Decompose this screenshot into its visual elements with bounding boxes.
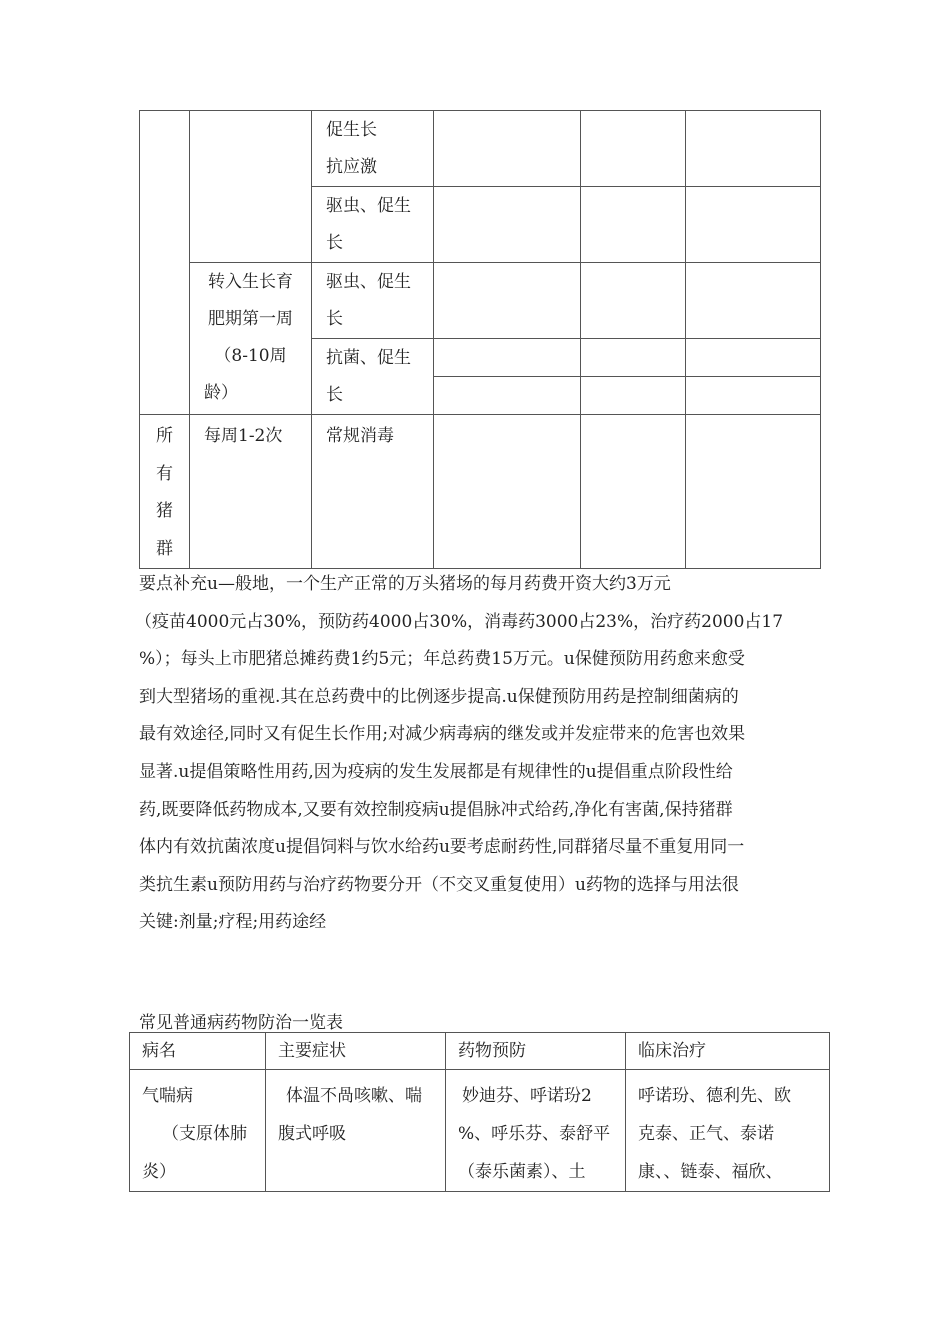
group-cell: 所 有 猪 群	[140, 415, 190, 569]
group-cell-empty	[140, 111, 190, 415]
symptom-cell: 体温不咼咳嗽、喘 腹式呼吸	[266, 1070, 446, 1192]
purpose-cell: 常规消毒	[312, 415, 434, 569]
prevention-cell: 妙迪芬、呼诺玢2 %、呼乐芬、泰舒平 （泰乐菌素）、土	[446, 1070, 626, 1192]
table-caption: 常见普通病药物防治一览表	[139, 1013, 343, 1033]
purpose-cell: 促生长 抗应激	[312, 111, 434, 187]
header-prevention: 药物预防	[446, 1033, 626, 1070]
disease-drug-table	[129, 1032, 830, 1192]
frequency-cell: 每周1-2次	[190, 415, 312, 569]
supplement-paragraph: 要点补充u—般地，一个生产正常的万头猪场的每月药费开资大约3万元 （疫苗4000元占30%，预防药4000占30%，消毒药3000占23%，治疗药2000占17 %）；每头上市肥猪总摊药费1约5元；年总药费15万元。u保健预防用药愈来愈受 到大型猪场的重视.其在总药费中的比例逐步提高.u保健预防用药是控制细菌病的 最有效途径,同时又有促生长作用;对减少病毒病的继发或并发症带来的危害也效果 显著.u提倡策略性用药,因为疫病的发生发展都是有规律性的u提倡重点阶段性给 药,既要降低药物成本,又要有效控制疫病u提倡脉冲式给药,净化有害菌,保持猪群 体内有效抗菌浓度u提倡饲料与饮水给药u要考虑耐药性,同群猪尽量不重复用同一 类抗生素u预防用药与治疗药物要分开（不交叉重复使用）u药物的选择与用法很 关键:剂量;疗程;用药途经	[135, 574, 784, 933]
disease-name-cell: 气喘病 （支原体肺 炎）	[130, 1070, 266, 1192]
header-treatment: 临床治疗	[626, 1033, 830, 1070]
header-disease-name: 病名	[130, 1033, 266, 1070]
purpose-cell: 驱虫、促生 长	[312, 187, 434, 263]
stage-cell: 转入生长育 肥期第一周 （8-10周 龄）	[190, 263, 312, 415]
treatment-cell: 呼诺玢、德利先、欧 克泰、正气、泰诺 康、、链泰、福欣、	[626, 1070, 830, 1192]
header-symptoms: 主要症状	[266, 1033, 446, 1070]
purpose-cell: 抗菌、促生 长	[312, 339, 434, 415]
purpose-cell: 驱虫、促生 长	[312, 263, 434, 339]
stage-cell-empty	[190, 111, 312, 263]
medication-schedule-table	[139, 110, 821, 569]
